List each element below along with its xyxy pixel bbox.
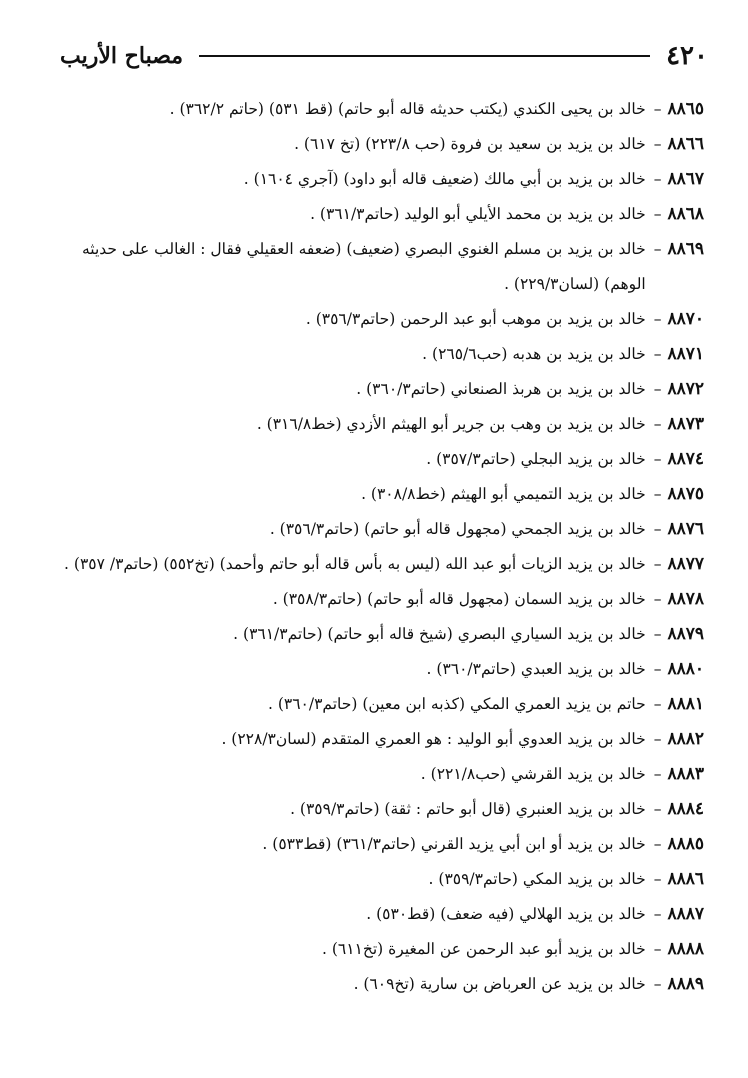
list-item xyxy=(44,967,704,1002)
entry-number: ٨٨٨١ xyxy=(667,694,704,714)
entry-text: خالد بن يزيد الجمحي (مجهول قاله أبو حاتم) (حاتم٣٥٦/٣) . xyxy=(269,520,646,538)
entry-dash: – xyxy=(653,135,662,153)
entry-text: خالد بن يزيد عن العرباض بن سارية (تخ٦٠٩) . xyxy=(353,975,646,993)
list-item xyxy=(44,862,704,897)
entry-text: خالد بن يزيد التميمي أبو الهيثم (خط٣٠٨/٨) . xyxy=(361,485,646,503)
entry-text: حاتم بن يزيد العمري المكي (كذبه ابن معين) (حاتم٣٦٠/٣) . xyxy=(267,695,646,713)
entry-text: خالد بن يزيد البجلي (حاتم٣٥٧/٣) . xyxy=(426,450,646,468)
entry-number: ٨٨٧٣ xyxy=(667,414,704,434)
list-item xyxy=(44,512,704,547)
entry-dash: – xyxy=(653,520,662,538)
entry-dash: – xyxy=(653,800,662,818)
page-header xyxy=(60,36,708,76)
entry-text: خالد بن يزيد بن هربذ الصنعاني (حاتم٣٦٠/٣) . xyxy=(356,380,646,398)
entry-dash: – xyxy=(653,870,662,888)
list-item xyxy=(44,372,704,407)
list-item xyxy=(44,197,704,232)
entry-number: ٨٨٧٠ xyxy=(667,309,704,329)
list-item xyxy=(44,477,704,512)
list-item xyxy=(44,407,704,442)
entry-dash: – xyxy=(653,695,662,713)
list-item xyxy=(44,337,704,372)
entry-dash: – xyxy=(653,205,662,223)
entry-text: خالد بن يزيد الزيات أبو عبد الله (ليس به بأس قاله أبو حاتم وأحمد) (تخ٥٥٢) (حاتم٣/ ٣٥٧) . xyxy=(64,555,646,573)
entry-dash: – xyxy=(653,450,662,468)
entry-number: ٨٨٨٠ xyxy=(667,659,704,679)
entry-dash: – xyxy=(653,590,662,608)
list-item xyxy=(44,897,704,932)
entry-dash: – xyxy=(653,345,662,363)
entry-number: ٨٨٨٤ xyxy=(667,799,704,819)
entry-text: خالد بن يزيد الهلالي (فيه ضعف) (قط٥٣٠) . xyxy=(366,905,646,923)
entry-number: ٨٨٨٩ xyxy=(667,974,704,994)
entry-dash: – xyxy=(653,555,662,573)
entry-text: خالد بن يحيى الكندي (يكتب حديثه قاله أبو حاتم) (قط ٥٣١) (حاتم ٣٦٢/٢) . xyxy=(169,100,646,118)
entry-number: ٨٨٨٢ xyxy=(667,729,704,749)
entry-number: ٨٨٧٦ xyxy=(667,519,704,539)
entry-dash: – xyxy=(653,660,662,678)
entry-number: ٨٨٦٩ xyxy=(667,239,704,259)
list-item xyxy=(44,442,704,477)
list-item xyxy=(44,302,704,337)
entry-text: خالد بن يزيد بن هدبه (حب٢٦٥/٦) . xyxy=(422,345,646,363)
header-divider xyxy=(199,55,650,57)
entry-number: ٨٨٨٨ xyxy=(667,939,704,959)
entry-number: ٨٨٧٨ xyxy=(667,589,704,609)
entry-text: خالد بن يزيد بن سعيد بن فروة (حب ٢٢٣/٨) (تخ ٦١٧) . xyxy=(294,135,646,153)
entry-text: خالد بن يزيد أبو عبد الرحمن عن المغيرة (تخ٦١١) . xyxy=(321,940,646,958)
entry-text: خالد بن يزيد بن أبي مالك (ضعيف قاله أبو داود) (آجري ١٦٠٤) . xyxy=(243,170,646,188)
entry-text: خالد بن يزيد القرشي (حب٢٢١/٨) . xyxy=(420,765,646,783)
list-item xyxy=(44,162,704,197)
entry-number: ٨٨٨٧ xyxy=(667,904,704,924)
entry-number: ٨٨٦٥ xyxy=(667,99,704,119)
entry-dash: – xyxy=(653,415,662,433)
page-number: ٤٢٠ xyxy=(666,41,708,71)
entry-number: ٨٨٧٥ xyxy=(667,484,704,504)
entry-number: ٨٨٨٣ xyxy=(667,764,704,784)
entry-text: خالد بن يزيد السياري البصري (شيخ قاله أبو حاتم) (حاتم٣٦١/٣) . xyxy=(233,625,646,643)
entry-number: ٨٨٨٥ xyxy=(667,834,704,854)
entry-number: ٨٨٦٦ xyxy=(667,134,704,154)
entry-text: خالد بن يزيد بن موهب أبو عبد الرحمن (حاتم٣٥٦/٣) . xyxy=(305,310,646,328)
list-item xyxy=(44,582,704,617)
entry-dash: – xyxy=(653,100,662,118)
book-title: مصباح الأريب xyxy=(60,43,184,69)
entry-dash: – xyxy=(653,380,662,398)
entry-text: خالد بن يزيد بن محمد الأيلي أبو الوليد (حاتم٣٦١/٣) . xyxy=(310,205,646,223)
list-item xyxy=(44,547,704,582)
entry-text: خالد بن يزيد أو ابن أبي يزيد القرني (حاتم٣٦١/٣) (قط٥٣٣) . xyxy=(262,835,646,853)
entry-text: خالد بن يزيد العنبري (قال أبو حاتم : ثقة) (حاتم٣٥٩/٣) . xyxy=(290,800,646,818)
entry-number: ٨٨٧٢ xyxy=(667,379,704,399)
entry-text: خالد بن يزيد السمان (مجهول قاله أبو حاتم) (حاتم٣٥٨/٣) . xyxy=(272,590,646,608)
entry-text: خالد بن يزيد بن مسلم الغنوي البصري (ضعيف) (ضعفه العقيلي فقال : الغالب على حديثه الوهم) (لسان٢٢٩/٣) . xyxy=(81,240,646,293)
entry-number: ٨٨٧٩ xyxy=(667,624,704,644)
entry-number: ٨٨٦٨ xyxy=(667,204,704,224)
entry-dash: – xyxy=(653,485,662,503)
entry-dash: – xyxy=(653,730,662,748)
entry-dash: – xyxy=(653,940,662,958)
entry-text: خالد بن يزيد بن وهب بن جرير أبو الهيثم الأزدي (خط٣١٦/٨) . xyxy=(256,415,646,433)
entry-dash: – xyxy=(653,310,662,328)
entry-number: ٨٨٧١ xyxy=(667,344,704,364)
entry-dash: – xyxy=(653,170,662,188)
list-item xyxy=(44,827,704,862)
list-item xyxy=(44,92,704,127)
entry-dash: – xyxy=(653,765,662,783)
list-item xyxy=(44,232,704,302)
list-item xyxy=(44,757,704,792)
entry-text: خالد بن يزيد المكي (حاتم٣٥٩/٣) . xyxy=(428,870,646,888)
list-item xyxy=(44,687,704,722)
entry-dash: – xyxy=(653,905,662,923)
entry-number: ٨٨٧٧ xyxy=(667,554,704,574)
list-item xyxy=(44,652,704,687)
entry-dash: – xyxy=(653,975,662,993)
list-item xyxy=(44,722,704,757)
entry-number: ٨٨٦٧ xyxy=(667,169,704,189)
entry-dash: – xyxy=(653,625,662,643)
list-item xyxy=(44,617,704,652)
entry-dash: – xyxy=(653,835,662,853)
entry-text: خالد بن يزيد العبدي (حاتم٣٦٠/٣) . xyxy=(426,660,646,678)
entry-number: ٨٨٨٦ xyxy=(667,869,704,889)
entry-number: ٨٨٧٤ xyxy=(667,449,704,469)
entry-dash: – xyxy=(653,240,662,258)
list-item xyxy=(44,932,704,967)
list-item xyxy=(44,127,704,162)
entry-list xyxy=(44,92,704,1002)
entry-text: خالد بن يزيد العدوي أبو الوليد : هو العمري المتقدم (لسان٢٢٨/٣) . xyxy=(221,730,646,748)
list-item xyxy=(44,792,704,827)
